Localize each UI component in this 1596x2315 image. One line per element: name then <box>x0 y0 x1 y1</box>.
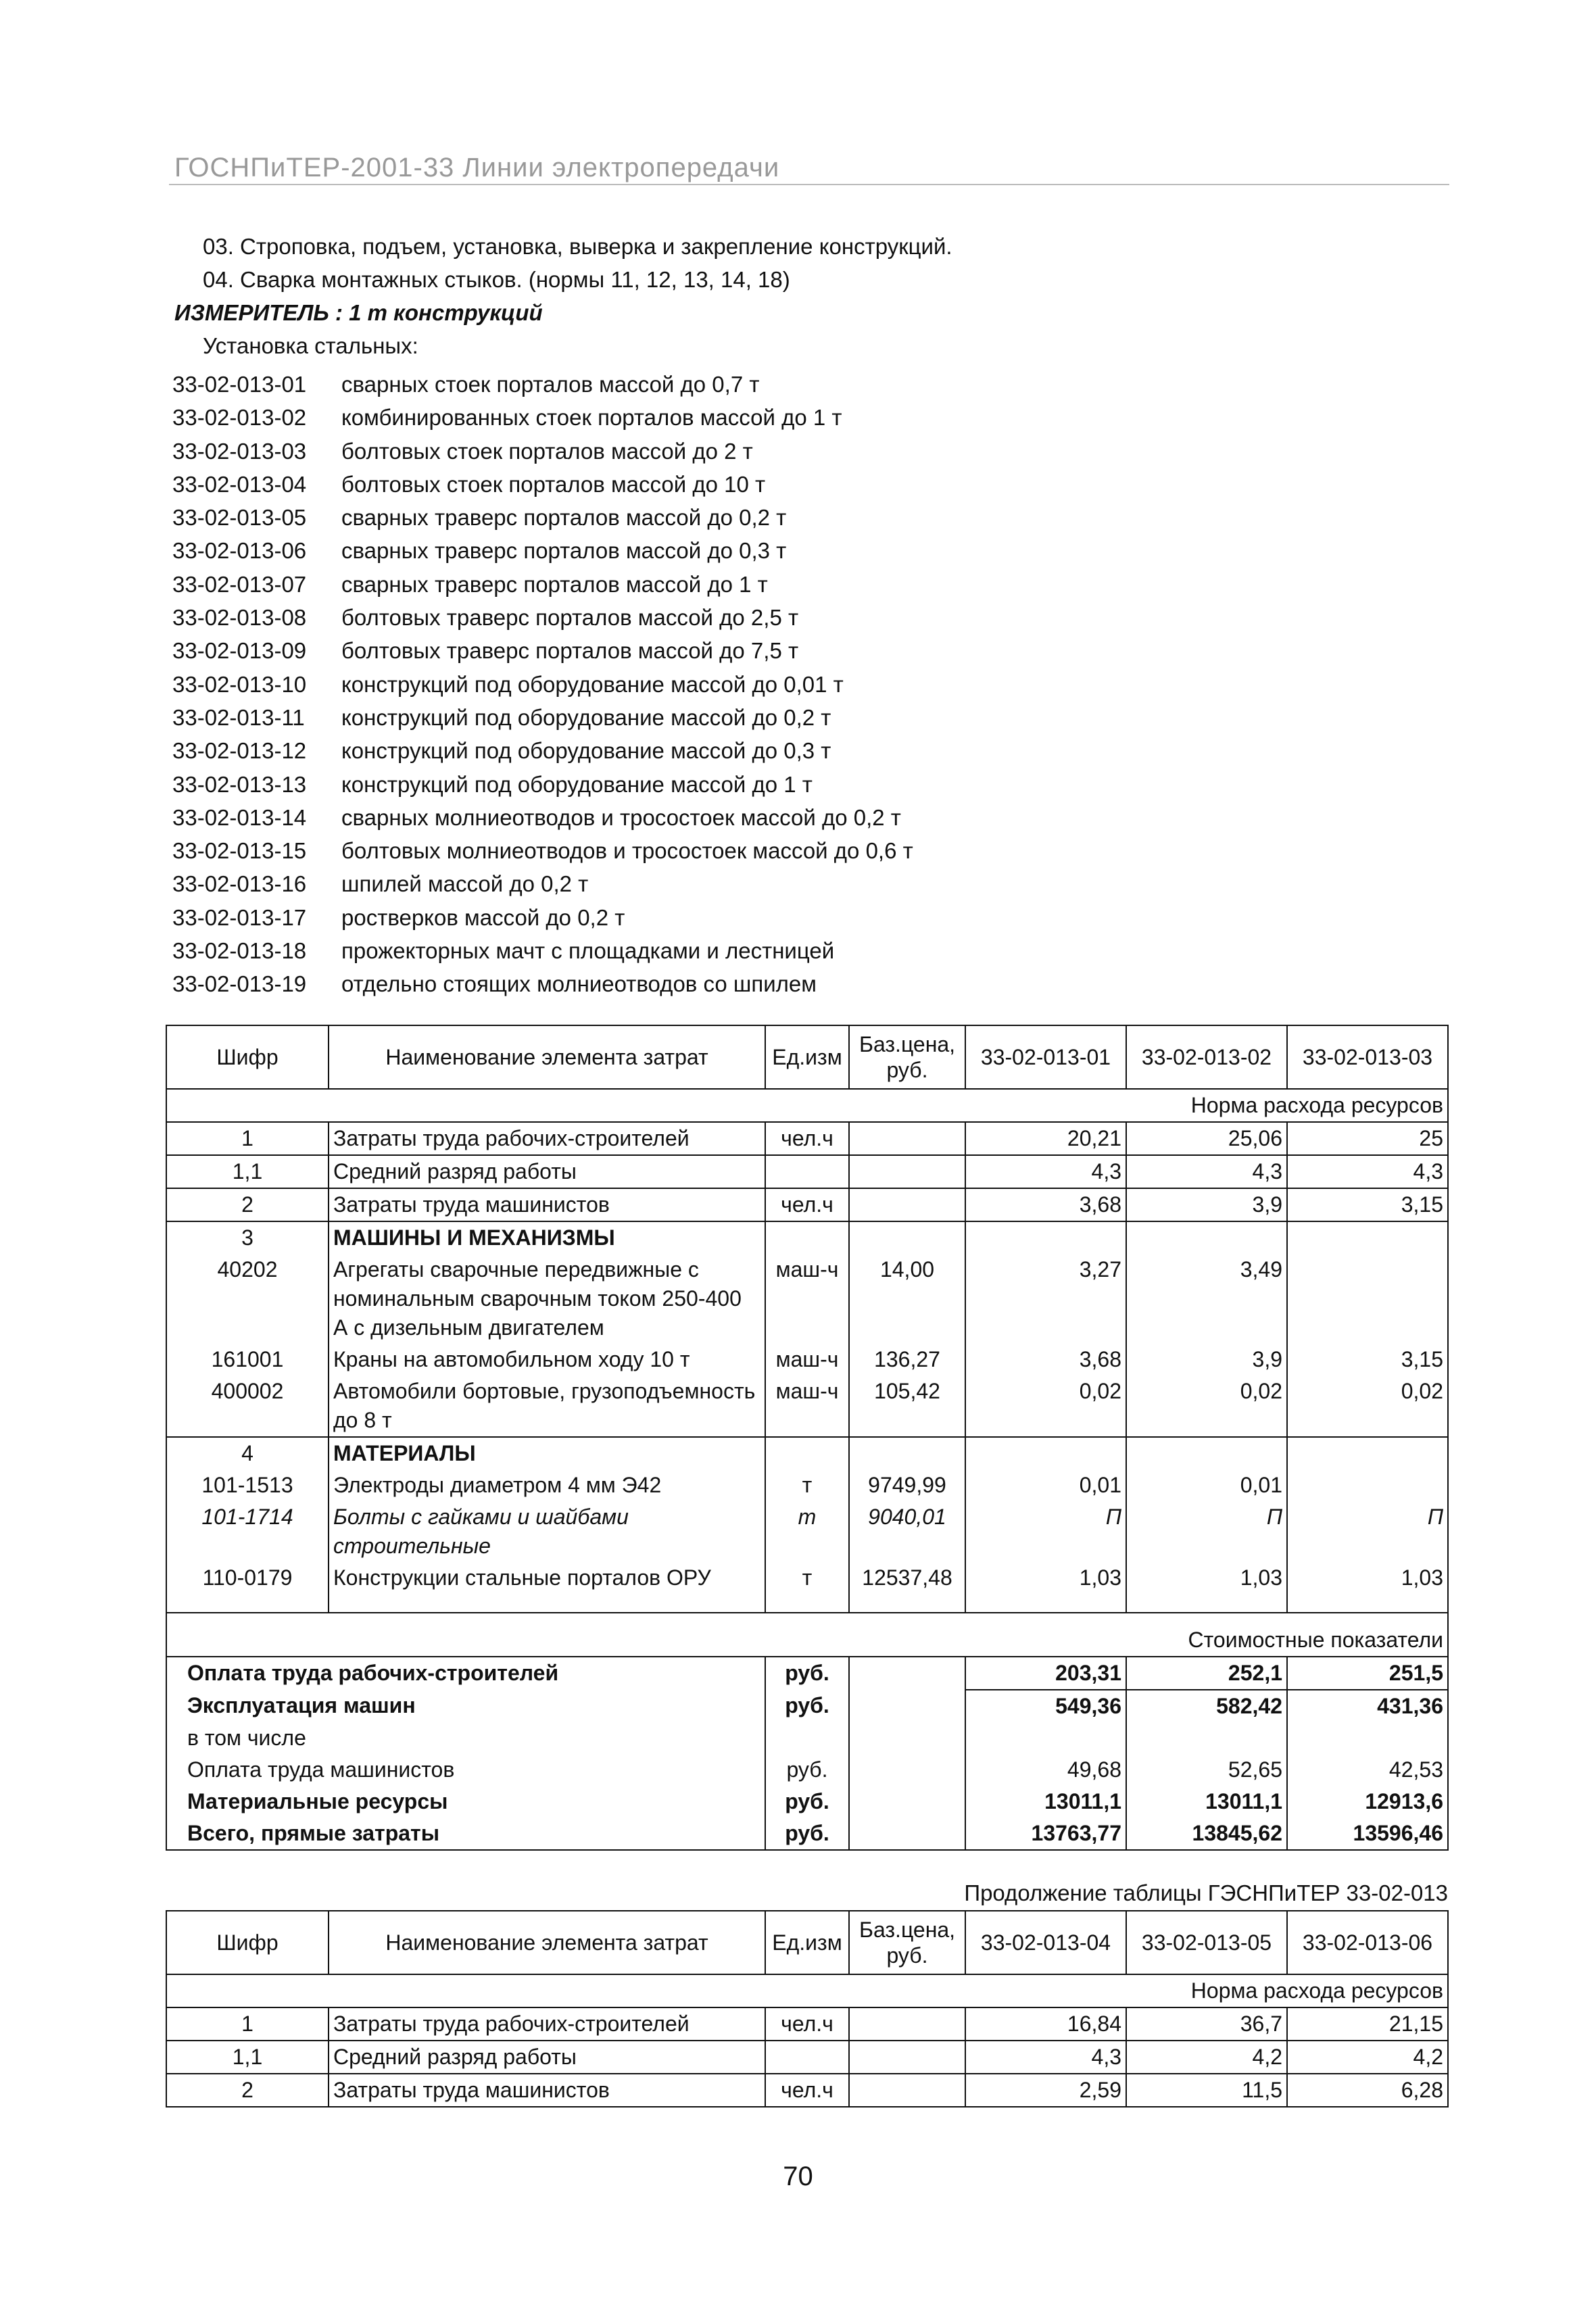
cell-value: 1,03 <box>1287 1562 1448 1613</box>
cell-value: П <box>965 1501 1126 1562</box>
cost-unit: руб. <box>765 1657 849 1690</box>
code-list-item <box>172 967 913 1000</box>
cell-unit: чел.ч <box>765 1122 849 1155</box>
cell-value: 4,2 <box>1126 2041 1287 2074</box>
cell-value <box>1126 1221 1287 1254</box>
cell-value: 2,59 <box>965 2074 1126 2107</box>
table-row <box>166 1254 1448 1344</box>
code-desc: сварных траверс порталов массой до 1 т <box>341 571 768 597</box>
cell-unit: чел.ч <box>765 1188 849 1221</box>
cell-price <box>849 1221 965 1254</box>
cell-value: 4,3 <box>965 1155 1126 1188</box>
cell-value: 3,49 <box>1126 1254 1287 1344</box>
cost-price-empty <box>849 1722 965 1754</box>
cell-value: 3,68 <box>965 1188 1126 1221</box>
code: 33-02-013-01 <box>172 372 307 397</box>
cost-unit <box>765 1722 849 1754</box>
cost-name: в том числе <box>166 1722 765 1754</box>
cost-row <box>166 1690 1448 1722</box>
cell-name: Конструкции стальные порталов ОРУ <box>329 1562 765 1613</box>
intro-line: 03. Строповка, подъем, установка, выверка и закрепление конструкций. <box>203 234 952 259</box>
cost-value: 13763,77 <box>965 1818 1126 1850</box>
code-list-item <box>172 901 913 934</box>
cell-code: 2 <box>166 1188 329 1221</box>
cost-value: 42,53 <box>1287 1754 1448 1786</box>
cost-row <box>166 1722 1448 1754</box>
code-desc: болтовых траверс порталов массой до 2,5 т <box>341 605 799 631</box>
cell-value: 6,28 <box>1287 2074 1448 2107</box>
col-header-code: Шифр <box>166 1911 329 1974</box>
table-row <box>166 1562 1448 1613</box>
norm-section-label: Норма расхода ресурсов <box>166 1089 1448 1122</box>
cost-value: 582,42 <box>1126 1690 1287 1722</box>
cell-value: 3,15 <box>1287 1344 1448 1375</box>
cell-value: 0,01 <box>965 1469 1126 1501</box>
cell-price <box>849 1122 965 1155</box>
cell-code: 1 <box>166 2007 329 2041</box>
col-header-unit: Ед.изм <box>765 1025 849 1089</box>
cost-row <box>166 1657 1448 1690</box>
table-header-row <box>166 1911 1448 1974</box>
cell-unit: чел.ч <box>765 2007 849 2041</box>
code-list-item <box>172 468 913 501</box>
cell-unit: т <box>765 1469 849 1501</box>
code-list-item <box>172 568 913 601</box>
cell-name: МАШИНЫ И МЕХАНИЗМЫ <box>329 1221 765 1254</box>
cell-value: 36,7 <box>1126 2007 1287 2041</box>
cost-unit: руб. <box>765 1754 849 1786</box>
col-header-price: Баз.цена, руб. <box>849 1025 965 1089</box>
code: 33-02-013-17 <box>172 904 307 930</box>
col-header-norm: 33-02-013-01 <box>965 1025 1126 1089</box>
cell-value: 3,68 <box>965 1344 1126 1375</box>
cell-name: Агрегаты сварочные передвижные с номинальным сварочным током 250-400 А с дизельным двигателем <box>329 1254 765 1344</box>
code-desc: конструкций под оборудование массой до 0,3 т <box>341 738 831 764</box>
code-desc: сварных молниеотводов и тросостоек массой до 0,2 т <box>341 804 901 830</box>
cell-value <box>965 1437 1126 1469</box>
cell-code: 161001 <box>166 1344 329 1375</box>
code-list-item <box>172 668 913 701</box>
cell-code: 1,1 <box>166 1155 329 1188</box>
cell-value: 4,2 <box>1287 2041 1448 2074</box>
code: 33-02-013-11 <box>172 704 305 730</box>
cell-code: 40202 <box>166 1254 329 1344</box>
code: 33-02-013-12 <box>172 738 307 764</box>
code-desc: болтовых траверс порталов массой до 7,5 т <box>341 638 799 664</box>
table-row <box>166 1469 1448 1501</box>
code-list-item <box>172 435 913 468</box>
cell-value: 0,02 <box>1126 1375 1287 1437</box>
code: 33-02-013-07 <box>172 571 307 597</box>
table-row <box>166 1221 1448 1254</box>
cost-value: 251,5 <box>1287 1657 1448 1690</box>
cost-value: 13011,1 <box>1126 1786 1287 1818</box>
table-row <box>166 1501 1448 1562</box>
table-row <box>166 2074 1448 2107</box>
cell-name: Затраты труда рабочих-строителей <box>329 2007 765 2041</box>
code-desc: конструкций под оборудование массой до 0,01 т <box>341 671 844 697</box>
col-header-unit: Ед.изм <box>765 1911 849 1974</box>
section-row <box>166 1974 1448 2007</box>
code-list-item <box>172 501 913 534</box>
cell-code: 2 <box>166 2074 329 2107</box>
col-header-code: Шифр <box>166 1025 329 1089</box>
header-rule <box>169 184 1449 185</box>
cell-price: 9040,01 <box>849 1501 965 1562</box>
code: 33-02-013-05 <box>172 505 307 531</box>
resource-table-2 <box>166 1910 1449 2107</box>
norm-section-label: Норма расхода ресурсов <box>166 1974 1448 2007</box>
col-header-name: Наименование элемента затрат <box>329 1025 765 1089</box>
code: 33-02-013-04 <box>172 471 307 497</box>
cell-code: 101-1513 <box>166 1469 329 1501</box>
resource-table-1 <box>166 1025 1449 1851</box>
code-list-item <box>172 601 913 634</box>
cell-value: 3,15 <box>1287 1188 1448 1221</box>
cost-row <box>166 1786 1448 1818</box>
code: 33-02-013-16 <box>172 871 307 897</box>
cell-code: 1,1 <box>166 2041 329 2074</box>
cell-unit: маш-ч <box>765 1375 849 1437</box>
table-row <box>166 1188 1448 1221</box>
table-row <box>166 2041 1448 2074</box>
cell-value: 4,3 <box>965 2041 1126 2074</box>
cell-value: 3,27 <box>965 1254 1126 1344</box>
cell-unit <box>765 1221 849 1254</box>
cell-name: МАТЕРИАЛЫ <box>329 1437 765 1469</box>
measure-unit: ИЗМЕРИТЕЛЬ : 1 т конструкций <box>174 300 543 325</box>
cell-unit: т <box>765 1501 849 1562</box>
cell-unit: чел.ч <box>765 2074 849 2107</box>
cell-code: 4 <box>166 1437 329 1469</box>
col-header-norm: 33-02-013-05 <box>1126 1911 1287 1974</box>
cost-value: 203,31 <box>965 1657 1126 1690</box>
code: 33-02-013-03 <box>172 438 307 464</box>
cell-value: 11,5 <box>1126 2074 1287 2107</box>
code-list-item <box>172 801 913 834</box>
cell-price <box>849 1437 965 1469</box>
cell-value <box>1287 1437 1448 1469</box>
section-row <box>166 1089 1448 1122</box>
cell-value: 1,03 <box>1126 1562 1287 1613</box>
cost-price-empty <box>849 1690 965 1722</box>
code-desc: сварных траверс порталов массой до 0,3 т <box>341 538 787 564</box>
code-desc: отдельно стоящих молниеотводов со шпилем <box>341 971 817 997</box>
cell-code: 110-0179 <box>166 1562 329 1613</box>
cost-name: Материальные ресурсы <box>166 1786 765 1818</box>
code-desc: комбинированных стоек порталов массой до 1 т <box>341 405 842 431</box>
code-list-item <box>172 734 913 767</box>
cost-value <box>1126 1722 1287 1754</box>
code: 33-02-013-13 <box>172 771 307 797</box>
code-desc: ростверков массой до 0,2 т <box>341 904 625 930</box>
cell-price <box>849 2007 965 2041</box>
code-list-item <box>172 401 913 434</box>
cell-name: Затраты труда машинистов <box>329 2074 765 2107</box>
cell-name: Болты с гайками и шайбами строительные <box>329 1501 765 1562</box>
cell-price <box>849 1188 965 1221</box>
cell-name: Средний разряд работы <box>329 1155 765 1188</box>
cell-unit <box>765 2041 849 2074</box>
cost-value: 13845,62 <box>1126 1818 1287 1850</box>
cost-price-empty <box>849 1754 965 1786</box>
running-header: ГОСНПиТЕР-2001-33 Линии электропередачи <box>174 153 780 182</box>
code-list-item <box>172 768 913 801</box>
code: 33-02-013-08 <box>172 605 307 631</box>
code: 33-02-013-19 <box>172 971 307 997</box>
code-desc: болтовых стоек порталов массой до 10 т <box>341 471 766 497</box>
code-desc: прожекторных мачт с площадками и лестницей <box>341 938 835 964</box>
cell-value: П <box>1287 1501 1448 1562</box>
continuation-caption: Продолжение таблицы ГЭСНПиТЕР 33-02-013 <box>964 1880 1448 1905</box>
cell-code: 101-1714 <box>166 1501 329 1562</box>
code-desc: конструкций под оборудование массой до 0,2 т <box>341 704 831 730</box>
cell-unit <box>765 1155 849 1188</box>
cost-unit: руб. <box>765 1690 849 1722</box>
code: 33-02-013-02 <box>172 405 307 431</box>
cell-price: 14,00 <box>849 1254 965 1344</box>
cell-value <box>1287 1254 1448 1344</box>
cost-name: Оплата труда рабочих-строителей <box>166 1657 765 1690</box>
intro-block <box>174 230 952 362</box>
code-desc: болтовых стоек порталов массой до 2 т <box>341 438 753 464</box>
cell-value: 16,84 <box>965 2007 1126 2041</box>
col-header-norm: 33-02-013-06 <box>1287 1911 1448 1974</box>
cell-value: 0,01 <box>1126 1469 1287 1501</box>
cell-price <box>849 2074 965 2107</box>
cell-value: 3,9 <box>1126 1188 1287 1221</box>
cell-code: 3 <box>166 1221 329 1254</box>
code-desc: сварных стоек порталов массой до 0,7 т <box>341 372 760 397</box>
cell-name: Затраты труда рабочих-строителей <box>329 1122 765 1155</box>
code-list-item <box>172 834 913 867</box>
table-row <box>166 1437 1448 1469</box>
col-header-norm: 33-02-013-02 <box>1126 1025 1287 1089</box>
cost-price-empty <box>849 1657 965 1690</box>
cell-name: Средний разряд работы <box>329 2041 765 2074</box>
cell-value <box>1287 1221 1448 1254</box>
code-desc: сварных траверс порталов массой до 0,2 т <box>341 505 787 531</box>
cell-price <box>849 1155 965 1188</box>
cost-value: 549,36 <box>965 1690 1126 1722</box>
code-list-item <box>172 934 913 967</box>
col-header-price: Баз.цена, руб. <box>849 1911 965 1974</box>
cost-value: 49,68 <box>965 1754 1126 1786</box>
col-header-norm: 33-02-013-03 <box>1287 1025 1448 1089</box>
code-list-item <box>172 701 913 734</box>
code: 33-02-013-14 <box>172 804 307 830</box>
cost-value <box>1287 1722 1448 1754</box>
cost-name: Эксплуатация машин <box>166 1690 765 1722</box>
cost-unit: руб. <box>765 1818 849 1850</box>
code: 33-02-013-15 <box>172 838 307 864</box>
table-row <box>166 2007 1448 2041</box>
cost-name: Оплата труда машинистов <box>166 1754 765 1786</box>
intro-line: 04. Сварка монтажных стыков. (нормы 11, 12, 13, 14, 18) <box>203 267 790 292</box>
cost-row <box>166 1818 1448 1850</box>
code: 33-02-013-18 <box>172 938 307 964</box>
intro-subtitle: Установка стальных: <box>203 333 418 358</box>
code-desc: конструкций под оборудование массой до 1 т <box>341 771 813 797</box>
cell-price: 12537,48 <box>849 1562 965 1613</box>
cell-name: Затраты труда машинистов <box>329 1188 765 1221</box>
code-list-item <box>172 634 913 667</box>
cell-code: 1 <box>166 1122 329 1155</box>
cost-row <box>166 1754 1448 1786</box>
cell-value: 1,03 <box>965 1562 1126 1613</box>
table-row <box>166 1344 1448 1375</box>
cost-value: 431,36 <box>1287 1690 1448 1722</box>
cost-value: 52,65 <box>1126 1754 1287 1786</box>
code-list-item <box>172 867 913 900</box>
cell-name: Краны на автомобильном ходу 10 т <box>329 1344 765 1375</box>
cell-unit <box>765 1437 849 1469</box>
cell-price: 105,42 <box>849 1375 965 1437</box>
cost-value: 252,1 <box>1126 1657 1287 1690</box>
code-list-item <box>172 368 913 401</box>
cell-value: 0,02 <box>965 1375 1126 1437</box>
cell-value: 0,02 <box>1287 1375 1448 1437</box>
code: 33-02-013-06 <box>172 538 307 564</box>
cost-name: Всего, прямые затраты <box>166 1818 765 1850</box>
cell-unit: маш-ч <box>765 1254 849 1344</box>
cell-price: 9749,99 <box>849 1469 965 1501</box>
table-row <box>166 1155 1448 1188</box>
cell-value: 4,3 <box>1126 1155 1287 1188</box>
code: 33-02-013-10 <box>172 671 307 697</box>
cell-value: 25,06 <box>1126 1122 1287 1155</box>
cost-price-empty <box>849 1818 965 1850</box>
table-row <box>166 1375 1448 1437</box>
code-desc: шпилей массой до 0,2 т <box>341 871 589 897</box>
cell-code: 400002 <box>166 1375 329 1437</box>
cell-unit: т <box>765 1562 849 1613</box>
cell-value: П <box>1126 1501 1287 1562</box>
cell-value <box>1126 1437 1287 1469</box>
code-list-item <box>172 534 913 567</box>
cell-name: Автомобили бортовые, грузоподъемность до 8 т <box>329 1375 765 1437</box>
col-header-name: Наименование элемента затрат <box>329 1911 765 1974</box>
cell-price <box>849 2041 965 2074</box>
cell-value <box>1287 1469 1448 1501</box>
table-header-row <box>166 1025 1448 1089</box>
cell-value: 4,3 <box>1287 1155 1448 1188</box>
section-row <box>166 1613 1448 1657</box>
cell-value: 25 <box>1287 1122 1448 1155</box>
cost-value: 13596,46 <box>1287 1818 1448 1850</box>
code: 33-02-013-09 <box>172 638 307 664</box>
cell-value: 20,21 <box>965 1122 1126 1155</box>
page-number: 70 <box>783 2162 813 2191</box>
cell-name: Электроды диаметром 4 мм Э42 <box>329 1469 765 1501</box>
cell-value: 3,9 <box>1126 1344 1287 1375</box>
cost-price-empty <box>849 1786 965 1818</box>
table-row <box>166 1122 1448 1155</box>
cost-value: 13011,1 <box>965 1786 1126 1818</box>
cell-unit: маш-ч <box>765 1344 849 1375</box>
cell-value <box>965 1221 1126 1254</box>
col-header-norm: 33-02-013-04 <box>965 1911 1126 1974</box>
cost-section-label: Стоимостные показатели <box>166 1613 1448 1657</box>
cost-unit: руб. <box>765 1786 849 1818</box>
cost-value: 12913,6 <box>1287 1786 1448 1818</box>
code-desc: болтовых молниеотводов и тросостоек массой до 0,6 т <box>341 838 913 864</box>
cost-value <box>965 1722 1126 1754</box>
cell-price: 136,27 <box>849 1344 965 1375</box>
cell-value: 21,15 <box>1287 2007 1448 2041</box>
code-list <box>172 368 913 1001</box>
